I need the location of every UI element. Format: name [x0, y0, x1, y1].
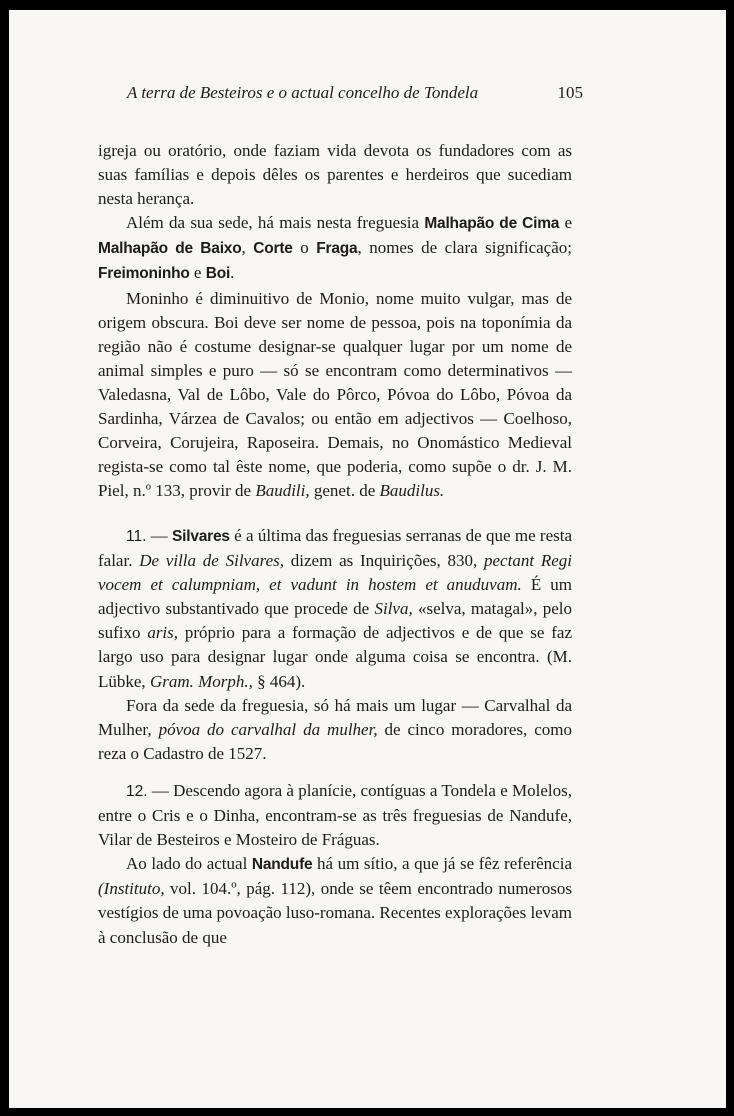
- section-number: 12.: [126, 783, 148, 800]
- place-name: Boi: [205, 265, 231, 283]
- text-block-section-12: [98, 779, 572, 950]
- paragraph-carvalhal: Fora da sede da freguesia, só há mais um lugar — Carvalhal da Mulher, póvoa do carvalhal da mulher, de cinco moradores, como reza o Cadastro de 1527.: [98, 695, 572, 763]
- place-name: Nandufe: [251, 856, 313, 874]
- text-block-top: [98, 139, 572, 503]
- page-number: 105: [557, 83, 583, 102]
- running-title: A terra de Besteiros e o actual concelho de Tondela: [127, 83, 479, 102]
- place-name: Malhapão de Cima: [424, 215, 560, 233]
- place-name: Corte: [253, 240, 293, 258]
- place-name: Freimoninho: [98, 265, 190, 283]
- book-page: [9, 10, 726, 1108]
- paragraph-parish-places: Além da sua sede, há mais nesta freguesia Malhapão de Cima e Malhapão de Baixo, Corte o Fraga, nomes de clara significação; Freimoninho e Boi.: [98, 213, 572, 283]
- place-name: Fraga: [316, 240, 358, 258]
- place-name: Malhapão de Baixo: [98, 240, 242, 258]
- paragraph-moninho: Moninho é diminuitivo de Monio, nome muito vulgar, mas de origem obscura. Boi deve ser nome de pessoa, pois na toponímia da região não é costume designar-se qualquer lugar por um nome de animal simples e puro — só se encontram como determinativos — Valedasna, Val de Lôbo, Vale do Pôrco, Póvoa do Lôbo, Póvoa da Sardinha, Várzea de Cavalos; ou então em adjectivos — Coelhoso, Corveira, Corujeira, Raposeira. Demais, no Onomástico Medieval regista-se como tal êste nome, que poderia, como supõe o dr. J. M. Piel, n.º 133, provir de Baudili, genet. de Baudilus.: [98, 288, 572, 501]
- section-number: 11.: [126, 528, 147, 545]
- paragraph-church: igreja ou oratório, onde faziam vida devota os fundadores com as suas famílias e depois dêles os parentes e herdeiros que sucediam nesta herança.: [98, 141, 572, 209]
- section-12-paragraph: 12. — Descendo agora à planície, contíguas a Tondela e Molelos, entre o Cris e o Dinha, encontram-se as três freguesias de Nandufe, Vilar de Besteiros e Mosteiro de Fráguas.: [98, 781, 572, 850]
- paragraph-nandufe: Ao lado do actual Nandufe há um sítio, a que já se fêz referência (Instituto, vol. 104.º, pág. 112), onde se têem encontrado numerosos vestígios de uma povoação luso-romana. Recentes explorações levam à conclusão de que: [98, 854, 572, 947]
- section-11-paragraph: 11. — Silvares é a última das freguesias serranas de que me resta falar. De villa de Silvares, dizem as Inquirições, 830, pectant Regi vocem et calumpniam, et vadunt in hostem et anuduvam. É um adjectivo substantivado que procede de Silva, «selva, matagal», pelo sufixo aris, próprio para a formação de adjectivos e de que se faz largo uso para designar lugar onde alguma coisa se encontra. (M. Lübke, Gram. Morph., § 464).: [98, 526, 573, 691]
- running-header: [127, 83, 583, 103]
- text-block-section-11: [98, 524, 572, 766]
- place-name: Silvares: [171, 528, 230, 545]
